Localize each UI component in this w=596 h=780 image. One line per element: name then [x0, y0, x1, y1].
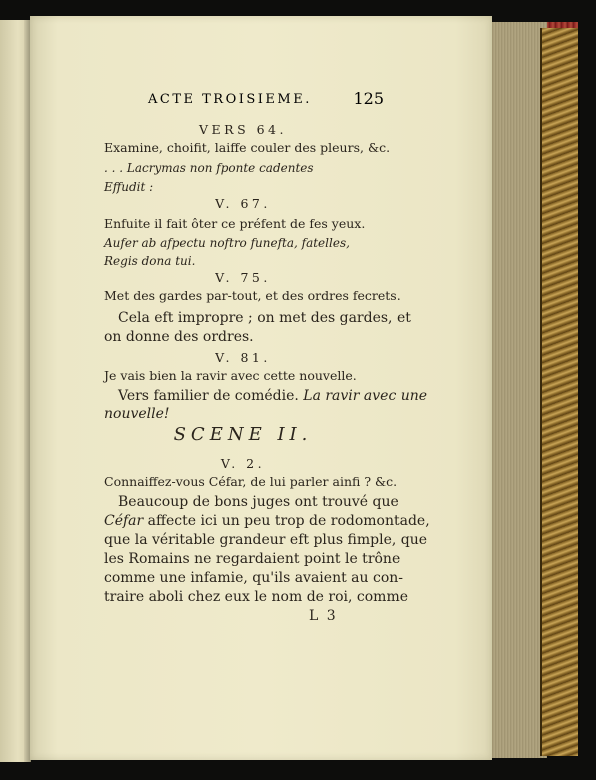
comment-81-plain: Vers familier de comédie.: [118, 388, 304, 404]
comment-75-line-1: Cela eft impropre ; on met des gardes, et: [118, 310, 411, 326]
paragraph-line-2: [104, 513, 430, 529]
quoted-line-67: Enfuite il fait ôter ce préfent de fes yeux.: [104, 216, 366, 231]
latin-line-1: . . . Lacrymas non fponte cadentes: [104, 161, 314, 175]
quoted-line-81: Je vais bien la ravir avec cette nouvelle.: [104, 368, 357, 383]
comment-81-line-2: nouvelle!: [104, 406, 170, 422]
comment-75-line-2: on donne des ordres.: [104, 329, 254, 345]
book-cover-edge: [540, 28, 578, 756]
comment-81-line-1: [118, 388, 427, 404]
page-fore-edge: [488, 22, 547, 758]
paragraph-name-cesar: Céfar: [104, 513, 144, 529]
paragraph-line-2-text: affecte ici un peu trop de rodomontade,: [143, 513, 430, 529]
verse-heading-64: VERS 64.: [199, 122, 287, 137]
quoted-line-64: Examine, choifit, laiffe couler des pleurs, &c.: [104, 140, 391, 155]
paragraph-line-6: traire aboli chez eux le nom de roi, comme: [104, 589, 409, 605]
comment-81-italic: La ravir avec une: [303, 388, 428, 404]
left-page-edge: [0, 20, 31, 762]
quoted-line-2: Connaiffez-vous Céfar, de lui parler ainfi ? &c.: [104, 474, 398, 489]
paragraph-line-4: les Romains ne regardaient point le trône: [104, 551, 401, 567]
latin-line-2: Effudit :: [104, 180, 154, 194]
verse-heading-67: V. 67.: [215, 196, 271, 211]
latin-line-4: Regis dona tui.: [104, 254, 196, 268]
verse-heading-2: V. 2.: [220, 456, 266, 471]
running-head: [148, 89, 384, 112]
page-number: 125: [353, 89, 384, 108]
running-head-title: ACTE TROISIEME.: [148, 92, 312, 107]
paragraph-line-5: comme une infamie, qu'ils avaient au con-: [104, 570, 403, 586]
verse-heading-75: V. 75.: [215, 270, 271, 285]
signature-mark: L 3: [309, 608, 338, 624]
verse-heading-81: V. 81.: [215, 350, 271, 365]
latin-line-3: Aufer ab afpectu noftro funefta, fatelles,: [104, 236, 350, 250]
paragraph-line-3: que la véritable grandeur eft plus fimple, que: [104, 532, 428, 548]
quoted-line-75: Met des gardes par-tout, et des ordres fecrets.: [104, 288, 401, 303]
scene-heading: SCENE II.: [173, 424, 313, 445]
paragraph-line-1: Beaucoup de bons juges ont trouvé que: [118, 494, 399, 510]
